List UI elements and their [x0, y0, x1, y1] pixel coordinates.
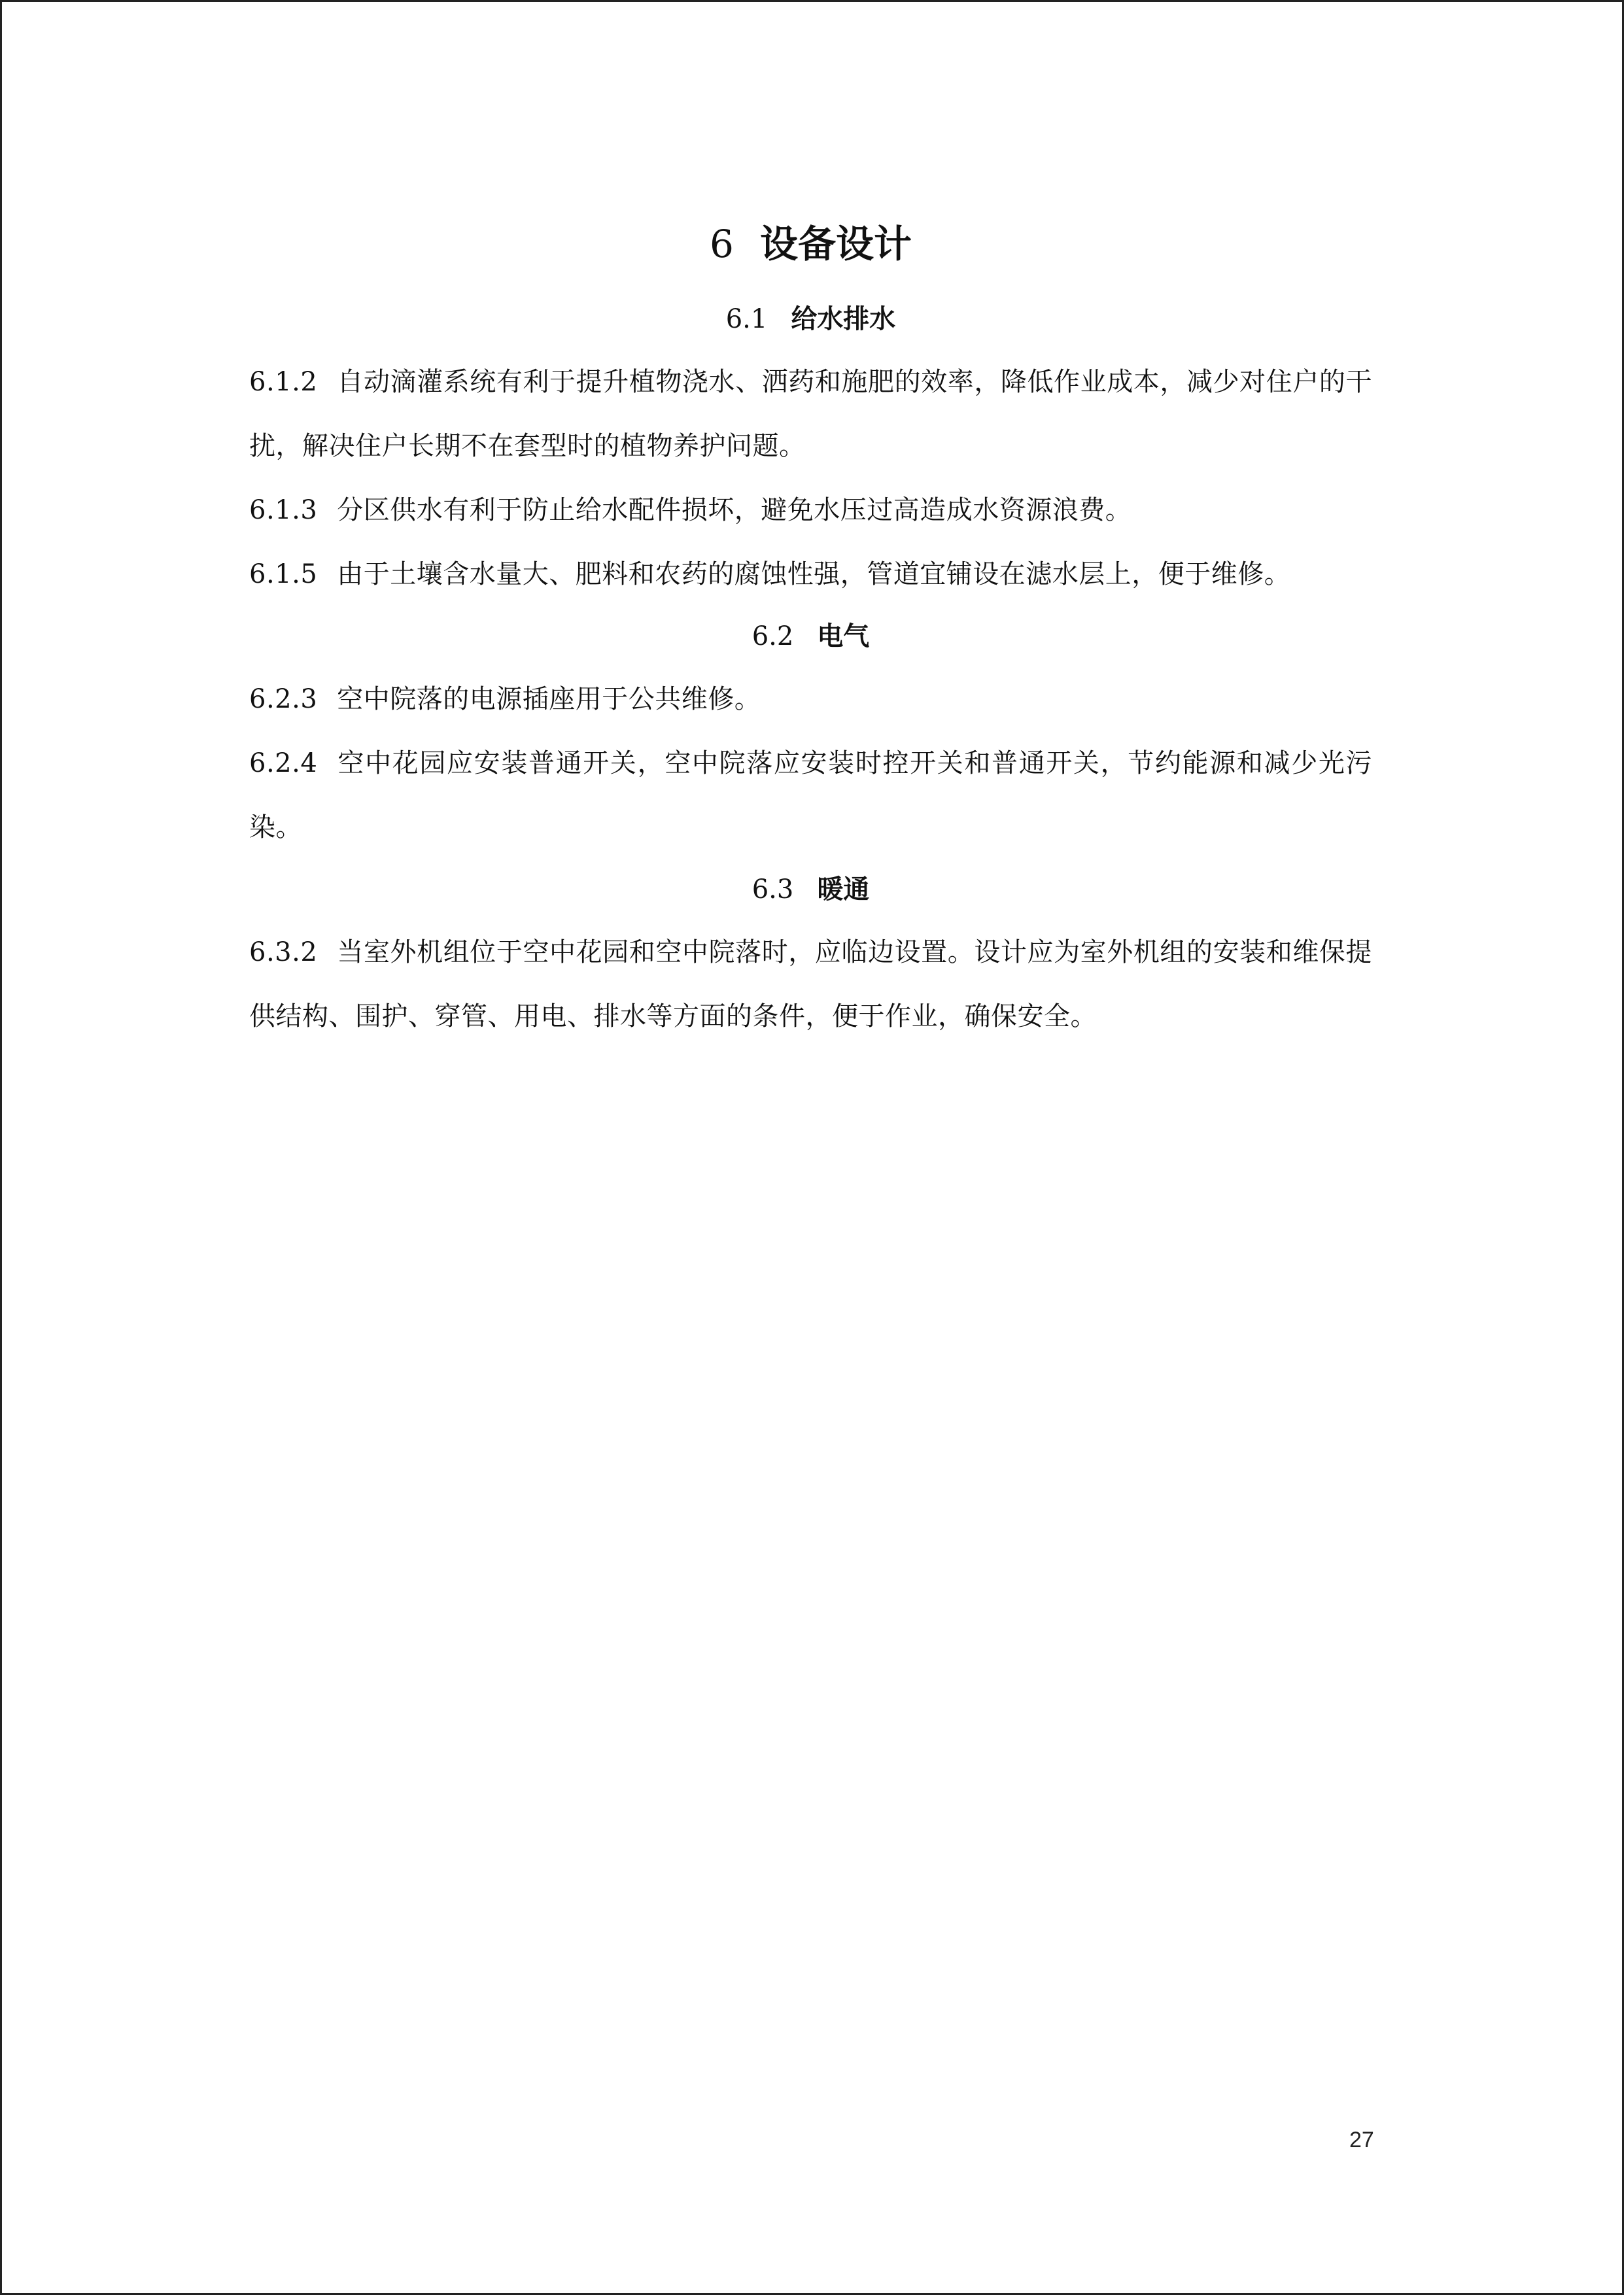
- section-name: 给水排水: [791, 304, 896, 334]
- clause-text: 自动滴灌系统有利于提升植物浇水、洒药和施肥的效率，降低作业成本，减少对住户的干扰，解决住户长期不在套型时的植物养护问题。: [249, 367, 1372, 461]
- clause-text: 空中花园应安装普通开关，空中院落应安装时控开关和普通开关，节约能源和减少光污染。: [249, 748, 1372, 842]
- chapter-title: [249, 218, 1372, 270]
- section-number: 6.2: [752, 621, 794, 651]
- clause-text: 由于土壤含水量大、肥料和农药的腐蚀性强，管道宜铺设在滤水层上，便于维修。: [337, 559, 1291, 589]
- section-title-6-2: [249, 617, 1372, 656]
- chapter-number: 6: [710, 222, 734, 266]
- section-number: 6.1: [725, 304, 768, 334]
- clause-number: 6.1.2: [249, 367, 318, 397]
- paragraph-6-3-2: [249, 920, 1372, 1048]
- clause-number: 6.2.4: [249, 748, 318, 778]
- clause-number: 6.1.5: [249, 559, 318, 589]
- section-title-6-3: [249, 870, 1372, 909]
- paragraph-6-1-5: [249, 542, 1372, 606]
- paragraph-6-1-2: [249, 350, 1372, 478]
- section-number: 6.3: [752, 874, 794, 905]
- clause-number: 6.3.2: [249, 937, 318, 967]
- section-name: 电气: [817, 621, 870, 651]
- page-number: 27: [1349, 2128, 1374, 2152]
- section-name: 暖通: [817, 874, 870, 905]
- clause-text: 空中院落的电源插座用于公共维修。: [337, 684, 761, 714]
- clause-number: 6.1.3: [249, 495, 318, 525]
- clause-text: 分区供水有利于防止给水配件损坏，避免水压过高造成水资源浪费。: [337, 495, 1132, 525]
- paragraph-6-2-3: [249, 667, 1372, 731]
- clause-number: 6.2.3: [249, 684, 318, 714]
- paragraph-6-2-4: [249, 731, 1372, 859]
- paragraph-6-1-3: [249, 478, 1372, 542]
- section-title-6-1: [249, 300, 1372, 339]
- clause-text: 当室外机组位于空中花园和空中院落时，应临边设置。设计应为室外机组的安装和维保提供结构、围护、穿管、用电、排水等方面的条件，便于作业，确保安全。: [249, 937, 1372, 1031]
- chapter-name: 设备设计: [759, 222, 912, 266]
